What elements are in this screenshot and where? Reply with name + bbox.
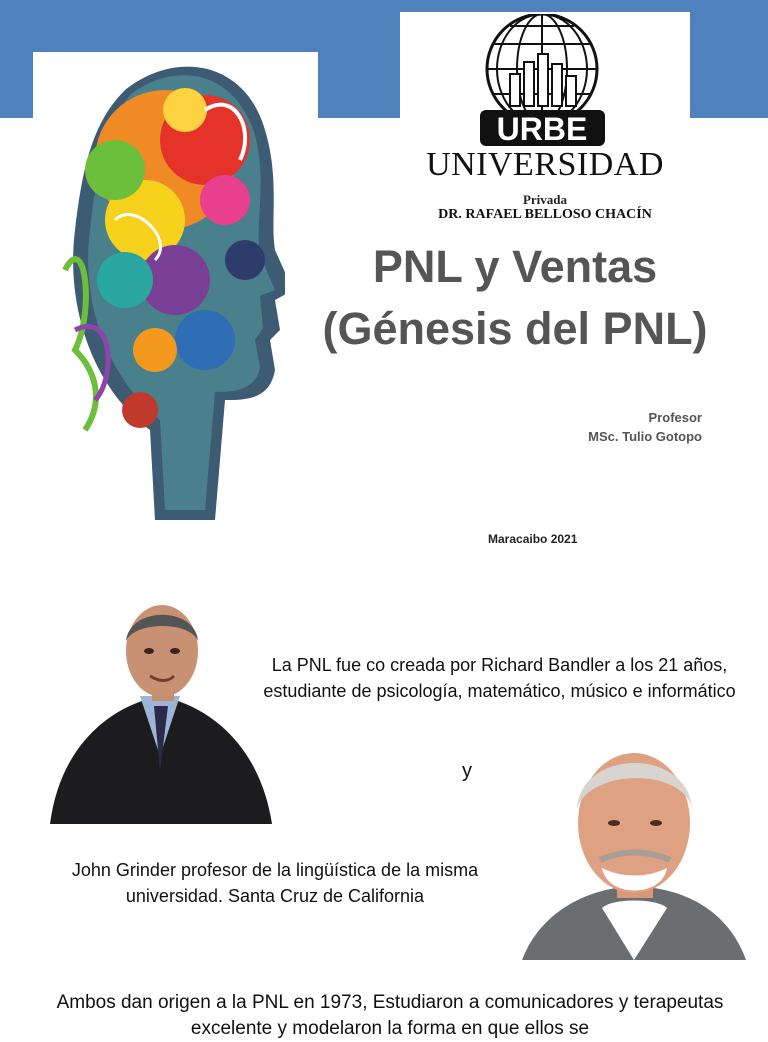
- logo-mark: URBE: [496, 111, 588, 147]
- author-role: Profesor: [648, 410, 702, 425]
- university-type: Privada: [522, 192, 568, 207]
- author-name: MSc. Tulio Gotopo: [588, 429, 702, 444]
- title-line-1: PNL y Ventas: [372, 241, 658, 292]
- page-title: [280, 236, 750, 360]
- swirl-teal: [97, 252, 153, 308]
- place-date: Maracaibo 2021: [488, 532, 578, 546]
- grinder-photo: [522, 738, 746, 960]
- colorful-head-illustration: [55, 50, 285, 520]
- university-full-name: DR. RAFAEL BELLOSO CHACÍN: [438, 207, 652, 222]
- author-block: [588, 408, 702, 446]
- globe-icon: [480, 14, 605, 149]
- swirl-green: [85, 140, 145, 200]
- conjunction: y: [462, 760, 472, 782]
- university-name: UNIVERSIDAD: [426, 146, 664, 183]
- swirl-pink: [200, 175, 250, 225]
- origin-text: Ambos dan origen a la PNL en 1973, Estudiaron a comunicadores y terapeutas excelente y modelaron la forma en que ellos se: [56, 992, 724, 1039]
- building-icon: [510, 74, 520, 106]
- university-logo: [400, 12, 690, 222]
- title-line-2: (Génesis del PNL): [322, 303, 708, 354]
- swirl-blue: [175, 310, 235, 370]
- bandler-text: La PNL fue co creada por Richard Bandler a los 21 años, estudiante de psicología, matemático, músico e informático: [263, 655, 736, 701]
- grinder-text: John Grinder profesor de la lingüística de la misma universidad. Santa Cruz de California: [71, 860, 479, 906]
- bandler-photo: [50, 596, 272, 824]
